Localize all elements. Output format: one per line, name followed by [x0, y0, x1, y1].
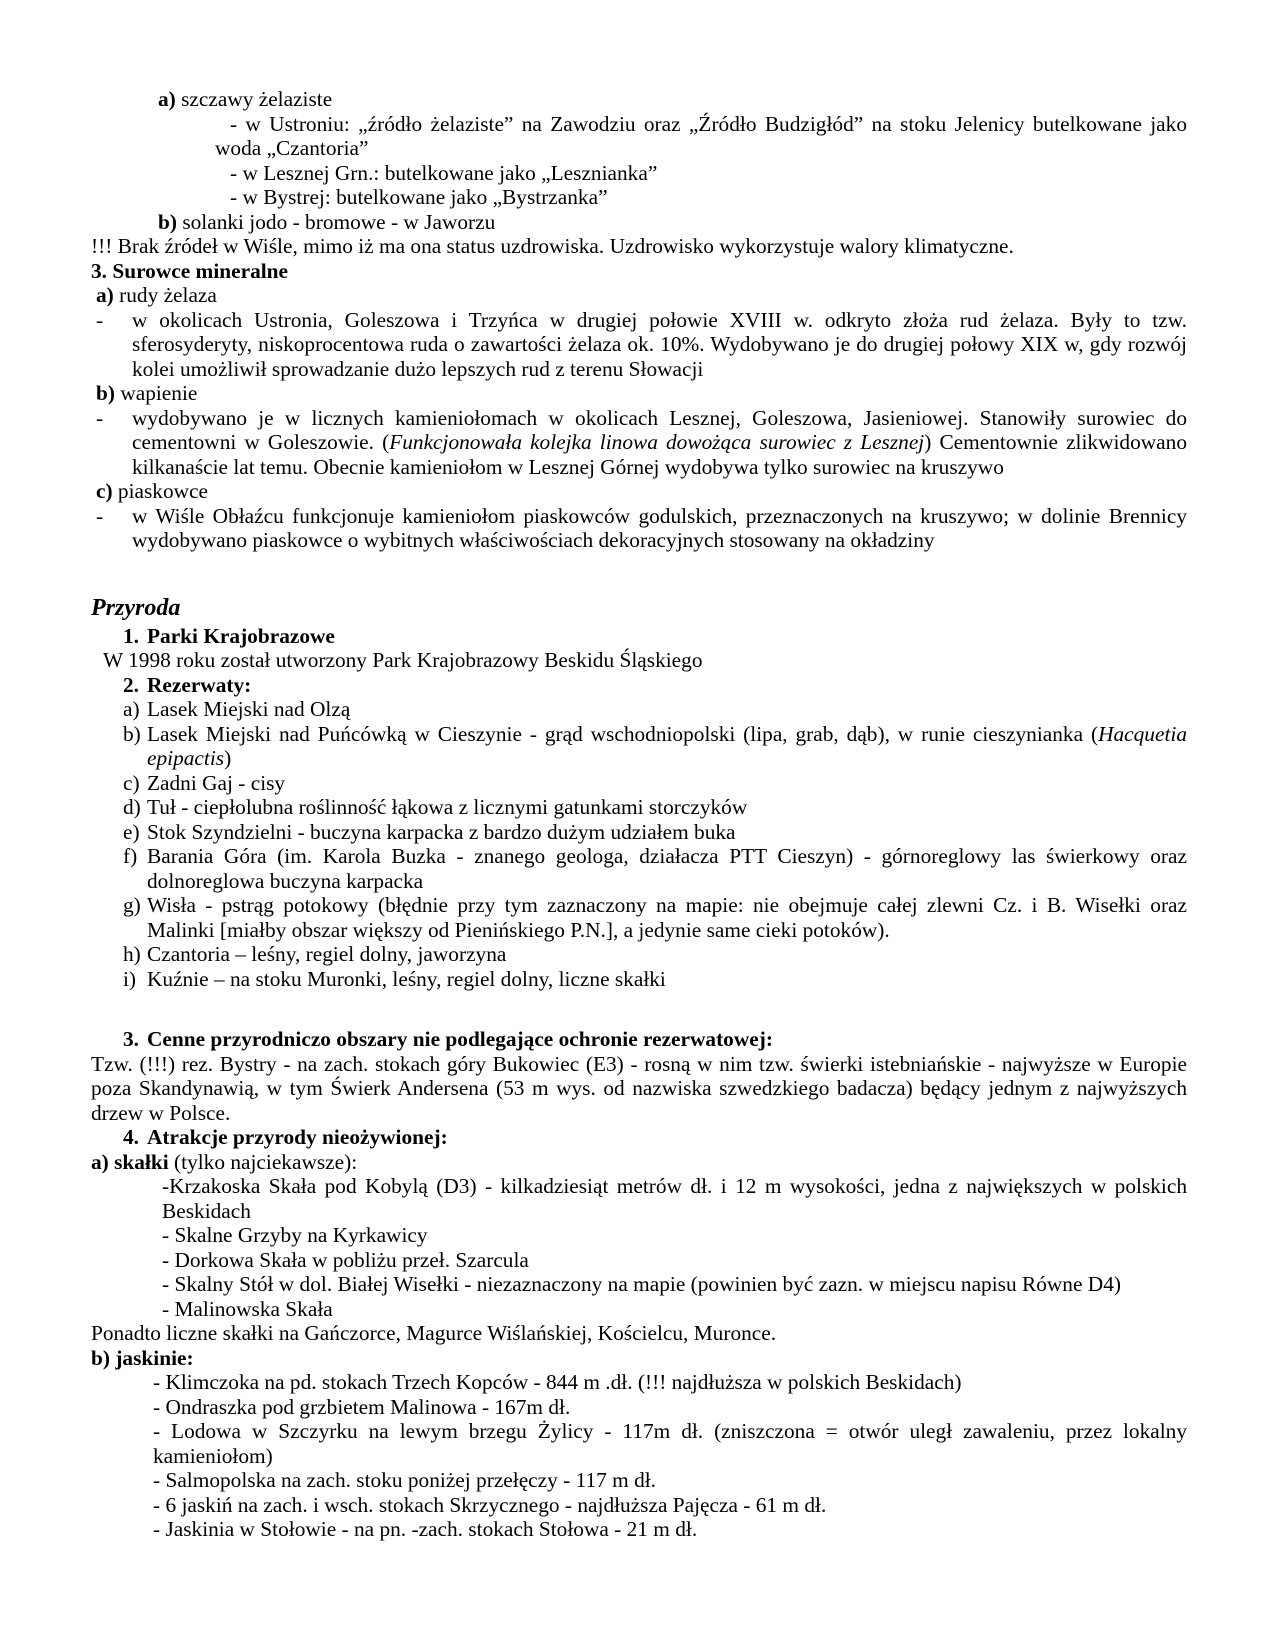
text-run: - Ondraszka pod grzbietem Malinowa - 167m dł. [153, 1394, 571, 1419]
text-run: - Malinowska Skała [162, 1296, 333, 1321]
text-run: - Skalny Stół w dol. Białej Wisełki - niezaznaczony na mapie (powinien być zazn. w miejscu napisu Równe D4) [162, 1272, 1121, 1296]
list-marker: 3. [123, 1027, 140, 1051]
text-run: - Jaskinia w Stołowie - na pn. -zach. stokach Stołowa - 21 m dł. [153, 1517, 698, 1541]
text-run: wapienie [114, 381, 198, 405]
rock-item-skalne-grzyby [91, 1223, 1187, 1248]
text-run: Tzw. (!!!) rez. Bystry - na zach. stokach góry Bukowiec (E3) - rosną w nim tzw. świerki istebniańskie - najwyższe w Europie poza Skandynawią, w tym Świerk Andersena (53 m wys. od nazwiska szwedzkiego badacza) będący jednym z najwyższych drzew w Polsce. [91, 1051, 1187, 1125]
bullet-dash: - [96, 405, 104, 430]
text-run: c) [96, 479, 113, 503]
list-text [147, 942, 1187, 967]
list-item-rezerwat-f [91, 844, 1187, 893]
text-run: Czantoria – leśny, regiel dolny, jaworzyna [147, 942, 507, 966]
text-run: rudy żelaza [113, 283, 217, 307]
sub-item-ustron [91, 112, 1187, 161]
label-line-piaskowce [91, 479, 1187, 504]
text-run: - 6 jaskiń na zach. i wsch. stokach Skrzycznego - najdłuższa Pajęcza - 61 m dł. [153, 1492, 827, 1517]
text-run: Ponadto liczne skałki na Gańczorce, Magurce Wiślańskiej, Kościelcu, Muronce. [91, 1321, 777, 1345]
list-text [147, 1125, 1187, 1150]
bullet-text [132, 406, 1187, 480]
text-run: ) Cementownie zlikwidowano kilkanaście lat temu. Obecnie kamieniołom w Lesznej Górnej wydobywa tylko surowiec na kruszywo [132, 430, 1188, 479]
bullet-item-rudy [91, 308, 1187, 382]
text-run: solanki jodo - bromowe - w Jaworzu [176, 209, 496, 234]
text-run: w okolicach Ustronia, Goleszowa i Trzyńca w drugiej połowie XVIII w. odkryto złoża rud żelaza. Były to tzw. sferosyderyty, niskoprocentowa ruda o zawartości żelaza ok. 10%. Wydobywano je do drugiej połowy XIX w, gdy rozwój kolei umożliwił sprowadzanie dużo lepszych rud z terenu Słowacji [132, 307, 1187, 381]
text-run: W 1998 roku został utworzony Park Krajobrazowy Beskidu Śląskiego [103, 648, 703, 672]
text-run: a) skałki [91, 1149, 169, 1174]
list-item-rezerwat-d [91, 795, 1187, 820]
list-text [147, 893, 1187, 942]
cave-item-ondraszka [91, 1395, 1187, 1420]
label-line-skalki [91, 1150, 1187, 1175]
text-run: - Lodowa w Szczyrku na lewym brzegu Żylicy - 117m dł. (zniszczona = otwór uległ zawaleniu, przez lokalny kamieniołom) [153, 1419, 1187, 1468]
bullet-dash: - [96, 307, 104, 332]
rock-item-skalny-stol [91, 1272, 1187, 1297]
text-run: a) [158, 87, 176, 111]
blank-gap [91, 991, 1187, 1027]
list-marker: 2. [123, 672, 140, 697]
paragraph-park-1998 [91, 648, 1187, 673]
label-line-szczawy [91, 87, 1187, 112]
text-run: szczawy żelaziste [175, 87, 333, 111]
text-run: - Dorkowa Skała w pobliżu przeł. Szarcula [162, 1247, 529, 1272]
list-marker: h) [123, 942, 141, 966]
list-item-rezerwat-h [91, 942, 1187, 967]
list-text [147, 795, 1187, 820]
rock-item-malinowska [91, 1297, 1187, 1322]
text-run: (tylko najciekawsze): [168, 1149, 358, 1174]
cave-item-skrzyczne [91, 1493, 1187, 1518]
paragraph-bystry [91, 1052, 1187, 1126]
cave-item-stolow [91, 1517, 1187, 1542]
list-text [147, 1027, 1187, 1052]
text-run: Rezerwaty: [147, 672, 252, 697]
list-item-rezerwat-i [91, 967, 1187, 992]
list-marker: d) [123, 795, 141, 819]
bullet-text [132, 504, 1187, 553]
cave-item-salmopolska [91, 1468, 1187, 1493]
text-run: - Skalne Grzyby na Kyrkawicy [162, 1223, 428, 1247]
list-marker: 4. [123, 1125, 140, 1149]
bullet-text [132, 308, 1187, 382]
section-heading-przyroda: Przyroda [91, 594, 181, 621]
list-text [147, 673, 1187, 698]
list-item-rezerwat-a [91, 697, 1187, 722]
list-item-rezerwat-c [91, 771, 1187, 796]
text-run: - w Ustroniu: „źródło żelaziste” na Zawodziu oraz „Źródło Budzigłód” na stoku Jelenicy butelkowane jako woda „Czantoria” [215, 111, 1187, 160]
text-run: Tuł - ciepłolubna roślinność łąkowa z licznymi gatunkami storczyków [147, 795, 748, 819]
list-marker: b) [123, 721, 141, 746]
bullet-item-piaskowce [91, 504, 1187, 553]
text-run: Funkcjonowała kolejka linowa dowożąca surowiec z Lesznej [389, 430, 925, 454]
text-run: - Salmopolska na zach. stoku poniżej przełęczy - 117 m dł. [153, 1468, 657, 1492]
list-item-rezerwat-e [91, 820, 1187, 845]
text-run: Zadni Gaj - cisy [147, 770, 286, 795]
list-marker: e) [123, 819, 140, 844]
label-line-solanki [91, 210, 1187, 235]
text-run: !!! Brak źródeł w Wiśle, mimo iż ma ona status uzdrowiska. Uzdrowisko wykorzystuje walory klimatyczne. [91, 234, 1014, 258]
label-line-rudy [91, 283, 1187, 308]
text-run: -Krzakoska Skała pod Kobylą (D3) - kilkadziesiąt metrów dł. i 12 m wysokości, jedna z największych w polskich Beskidach [162, 1174, 1187, 1223]
text-run: Lasek Miejski nad Puńcówką w Cieszynie - grąd wschodniopolski (lipa, grab, dąb), w runie cieszynianka ( [147, 721, 1099, 746]
list-text [147, 820, 1187, 845]
rock-item-dorkowa [91, 1248, 1187, 1273]
list-text [147, 624, 1187, 649]
list-text [147, 967, 1187, 992]
list-marker: f) [123, 844, 138, 868]
text-run: Wisła - pstrąg potokowy (błędnie przy tym zaznaczony na mapie: nie obejmuje całej zlewni Cz. i B. Wisełki oraz Malinki [miałby obszar większy od Pienińskiego P.N.], a jedynie same cieki potoków). [147, 893, 1187, 942]
list-item-rezerwat-b [91, 722, 1187, 771]
sub-item-bystra [91, 185, 1187, 210]
text-run: Cenne przyrodniczo obszary nie podlegające ochronie rezerwatowej: [147, 1027, 773, 1051]
bullet-item-wapienie [91, 406, 1187, 480]
text-run: a) [96, 283, 114, 307]
text-run: b) jaskinie: [91, 1345, 194, 1370]
list-item-rezerwaty [91, 673, 1187, 698]
cave-item-klimczoka [91, 1370, 1187, 1395]
label-line-wapienie [91, 381, 1187, 406]
bullet-dash: - [96, 503, 104, 528]
paragraph-ponadto [91, 1321, 1187, 1346]
list-item-atrakcje [91, 1125, 1187, 1150]
text-run: 3. Surowce mineralne [91, 258, 289, 283]
list-text [147, 722, 1187, 771]
text-run: - w Bystrej: butelkowane jako „Bystrzanka” [230, 185, 608, 209]
list-marker: c) [123, 770, 140, 795]
text-run: Parki Krajobrazowe [147, 623, 335, 648]
text-run: Kuźnie – na stoku Muronki, leśny, regiel dolny, liczne skałki [147, 966, 666, 991]
text-run: - Klimczoka na pd. stokach Trzech Kopców - 844 m .dł. (!!! najdłuższa w polskich Beskidach) [153, 1370, 962, 1394]
note-wisla [91, 234, 1187, 259]
list-item-rezerwat-g [91, 893, 1187, 942]
sub-item-leszna [91, 161, 1187, 186]
cave-item-lodowa [91, 1419, 1187, 1468]
list-text [147, 771, 1187, 796]
section-heading-surowce [91, 259, 1187, 284]
text-run: Barania Góra (im. Karola Buzka - znanego geologa, działacza PTT Cieszyn) - górnoreglowy las świerkowy oraz dolnoreglowa buczyna karpacka [147, 844, 1187, 893]
list-marker: g) [123, 893, 141, 917]
rock-item-krzakoska [91, 1174, 1187, 1223]
text-run: - w Lesznej Grn.: butelkowane jako „Lesznianka” [230, 160, 658, 185]
list-marker: 1. [123, 623, 140, 648]
text-run: ) [224, 746, 232, 770]
text-run: Stok Szyndzielni - buczyna karpacka z bardzo dużym udziałem buka [147, 819, 736, 844]
list-text [147, 844, 1187, 893]
text-run: Atrakcje przyrody nieożywionej: [147, 1125, 448, 1149]
list-marker: i) [123, 966, 137, 991]
text-run: Lasek Miejski nad Olzą [147, 697, 351, 721]
list-item-parki [91, 624, 1187, 649]
text-run: w Wiśle Obłaźcu funkcjonuje kamieniołom piaskowców godulskich, przeznaczonych na kruszywo; w dolinie Brennicy wydobywano piaskowce o wybitnych właściwościach dekoracyjnych stosowany na okładziny [132, 503, 1187, 552]
label-line-jaskinie [91, 1346, 1187, 1371]
list-marker: a) [123, 697, 140, 721]
text-run: Hacquetia epipactis [147, 721, 1187, 770]
list-item-cenne [91, 1027, 1187, 1052]
text-run: b) [158, 209, 177, 234]
text-run: b) [96, 381, 115, 405]
text-run: piaskowce [112, 479, 209, 503]
text-run: wydobywano je w licznych kamieniołomach w okolicach Lesznej, Goleszowa, Jasieniowej. Stanowiły surowiec do cementowni w Goleszowie. ( [132, 405, 1187, 454]
list-text [147, 697, 1187, 722]
